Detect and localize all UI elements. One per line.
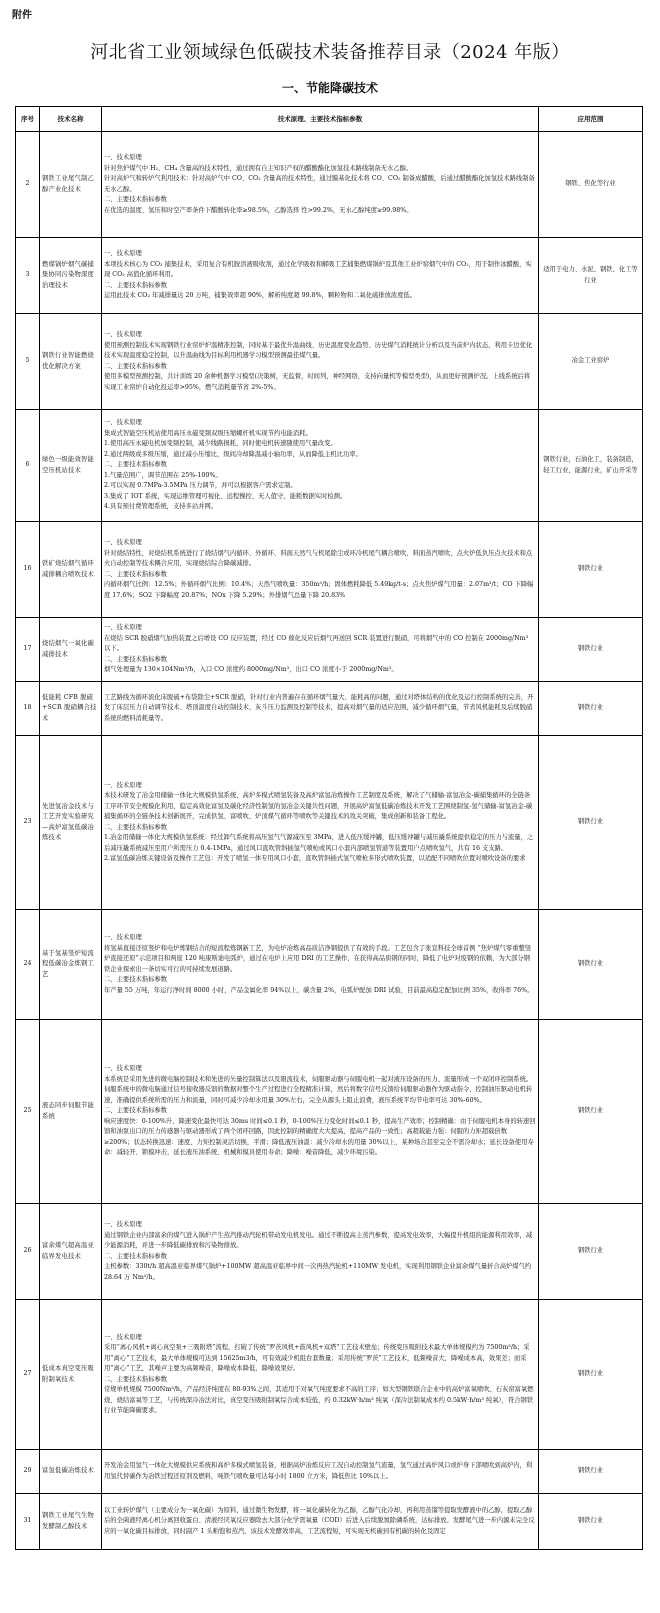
technology-name: 钢铁行业智能燃烧优化解决方案 <box>40 314 102 410</box>
table-row <box>16 1020 643 1204</box>
description-line: 开发冶金用氢气一体化大规模供应系统和高炉多模式喷氢装备，根据高炉冶炼反应工况自动控制氢气流量，氢气通过高炉风口或炉身下部喷吹到高炉内，利用氢代替碳作为冶铁过程还原剂及燃料，吨铁气喷吹量可达每小时 1800 立方米，降低焦比 10%以上。 <box>104 1462 533 1480</box>
technology-description <box>102 682 539 736</box>
description-line: 响应速度快：0-100%升、降速变化最快可达 30ms 时间≤0.1 秒，0-100%压力变化时间≤0.1 秒，提高生产效率；控制精确：由于伺服电机本身的转速回馈和油泵出口的压力传感器与驱动器形成了两个闭环回路，因此控制的精确度大大提高，提高产品的一致性；高超载能力强：伺服的力矩超载倍数≥200%；状态转换迅速：速度、力矩控制灵活切换，平滑；降低液压油温：减少冷却水的用量 30%以上，某种场合甚至完全不需冷却水；延长设备使用寿命：减轻开、锁模冲击，延长液压油系统、机械和模具使用寿命；降噪：噪音降低，减少环境污染。 <box>104 1117 536 1157</box>
application-scope: 钢铁行业，石油化工，装备制造，轻工行业，能源行业，矿山开采等 <box>539 410 643 522</box>
application-scope: 钢铁行业 <box>539 1020 643 1204</box>
description-line: 工艺路线为循环流化床脱硫+布袋除尘+SCR 脱硝，针对行业内普遍存在循环烟气量大、能耗高的问题，通过对塔体结构的优化及运行控制系统的完善，开发了床层压力自动调节技术、塔顶温度自动控制技术、灰斗压力监测及控制等技术，提高对烟气量的适应范围，减少循环烟气量，节省风机能耗及后续脱硝系统的燃料消耗量等。 <box>104 693 534 722</box>
description-line: 一、技术原理 <box>104 624 142 632</box>
description-line: 一、技术原理 <box>104 1221 142 1228</box>
description-line: 1.气量范围广，调节范围在 25%-100%。 <box>104 471 222 479</box>
description-line: 针对高炉气和转炉气利用技术：针对高炉气中 CO、CO₂ 含量高的技术特性，通过膜基化技术将 CO、CO₂ 制备成醋酸，后通过醋酸酯化加氢技术路线制备无水乙醇。 <box>104 175 535 193</box>
technology-description <box>102 238 539 314</box>
application-scope: 适用于电力、水泥、钢铁、化工等行业 <box>539 238 643 314</box>
description-line: 3.集成了 IOT 系统，实现运维管理可视化、远程操控、无人值守，能耗数据实时检测。 <box>104 492 347 500</box>
attachment-label: 附件 <box>12 10 32 21</box>
technology-name: 燃煤锅炉烟气碳捕集协同污染物深度治理技术 <box>40 238 102 314</box>
technology-description <box>102 1300 539 1450</box>
header-name: 技术名称 <box>40 107 102 132</box>
description-line: 使用预测控制技术实现钢铁行业窑炉炉温精准控制，同时基于最优升温曲线、历史温度变化趋势、历史煤气消耗统计分析以及当前炉内状态，利用卡边优化技术实现温度稳定控制，以升温曲线为目标利用机器学习模型预测最佳煤气量。 <box>104 341 533 359</box>
description-line: 本项技术核心为 CO₂ 捕集技术，采用复合有机胺溶液吸收剂，通过化学吸收和解吸工艺捕集燃煤锅炉及其他工业炉窑烟气中的 CO₂，用于制作冰醋酸，实现 CO₂ 高值化循环利用。 <box>104 260 532 279</box>
table-row <box>16 1300 643 1450</box>
technology-description <box>102 132 539 238</box>
description-line: 一、技术原理 <box>104 250 142 258</box>
table-row <box>16 522 643 618</box>
table-row <box>16 910 643 1020</box>
description-line: 内循环烟气比例：12.5%；外循环烟气比例：10.4%；天然气喷吹量：350m³/h；固体燃耗降低 5.49kg/t-s；点火焦炉煤气用量：2.07m³/t；CO 下降幅度 17.6%；SO2 下降幅度 20.87%；NOx 下降 5.29%；外排烟气总量下降 20.83% <box>104 581 534 599</box>
technology-name: 富余煤气超高温亚临界发电技术 <box>40 1204 102 1300</box>
row-number: 31 <box>16 1494 40 1550</box>
technology-description <box>102 1450 539 1494</box>
description-line: 二、主要技术指标参数 <box>104 461 167 469</box>
description-line: 2.富氢低碳冶炼关键设备及操作工艺包：开发了喷氢一体专用风口小套，直吹管斜插式氢气喷枪多形式喷吹装置，以适配不同喷吹位置对喷吹设备的要求 <box>104 855 526 862</box>
description-line: 针对焦炉煤气中 H₂、CH₄ 含量高的技术特性，通过拥有自主知识产权的醋酸酯化加氢技术路线制备无水乙醇。 <box>104 164 413 172</box>
table-row <box>16 1450 643 1494</box>
application-scope: 钢铁行业 <box>539 522 643 618</box>
row-number: 3 <box>16 238 40 314</box>
description-line: 一、技术原理 <box>104 419 142 427</box>
description-line: 二、主要技术指标参数 <box>104 362 167 370</box>
description-line: 运用此技术 CO₂ 年减排量达 20 万吨，捕集效率超 90%，解析纯度超 99.8%，颗粒物和二氧化硫排放浓度低。 <box>104 292 417 300</box>
technology-name: 基于氢基竖炉短流程低碳冶金炼钢工艺 <box>40 910 102 1020</box>
row-number: 27 <box>16 1300 40 1450</box>
description-line: 2.可以实现 0.7MPa-3.5MPa 压力调节，并可以根据客户需求定制。 <box>104 482 297 490</box>
description-line: 二、主要技术指标参数 <box>104 823 167 831</box>
description-line: 一、技术原理 <box>104 154 142 161</box>
description-line: 将氢基直接还原竖炉和电炉炼钢结合的短流程炼钢新工艺，为电炉冶炼高品质洁净钢提供了有效的手段。工艺包含了张宣科技全球首例 “焦炉煤气零重整竖炉直接还原”示范项目和两座 120 吨康斯迪电弧炉，通过在电炉上应用 DRI 的工艺操作，在获得高品质钢的同时，降低了电炉对废钢的依赖，为大部分钢铁企业探索出一条切实可行的可持续发展道路。 <box>104 944 532 973</box>
catalog-table <box>15 106 643 1550</box>
technology-description <box>102 314 539 410</box>
description-line: 采用“离心风机+离心真空泵+三吸附塔”流程，打破了传统“罗茨风机+鼓风机+双塔”工艺技术壁垒；传统变压吸附技术最大单体规模约为 7500m³/h；采用“离心”工艺技术，最大单体规模可达到 15625m3/h，可有效减少机组台套数量；采用传统“罗茨”工艺技术，低频噪音大，降噪成本高，效果差；而采用“离心”工艺，其噪声主要为高频噪音，降噪成本降低，降噪效果好。 <box>104 1344 530 1372</box>
description-line: 针对烧结特性，对烧结机系统进行了烧结烟气内循环、外循环、料面天然气与机尾除尘或环冷机尾气耦合喷吹、料面蒸汽喷吹、点火炉低负压点火技术和点火自动控制等技术耦合应用，实现烧结综合降碳减排。 <box>104 549 533 567</box>
description-line: 使用多模型预测控制，共计训练 20 余种机器学习模型(决策树，无监督，时间列，神经网络，支持向量机等模型类型)，从而更好预测炉况。上线系统后将实现工业窑炉自动化投运率>95%，燃气消耗量节省 2%-5%。 <box>104 373 531 391</box>
section-heading: 一、节能降碳技术 <box>281 81 378 95</box>
description-line: 本系统是采用先进的微电脑控制技术和先进的矢量控制算法以及限流技术，伺服驱动器与伺服电机一起对液压设备的压力、流量形成一个双闭环控制系统。伺服系统中的微电脑通过信号接收器反馈的数据对整个生产过程进行全程精准计算，然后将数字信号反馈给伺服驱动器作为驱动指令，控制油压驱动电机转速，准确提供系统所需的压力和流量，同时可减少冷却水用量 30%左右，完全从源头上阻止浪费，液压系统平均节电率可达 30%-60%。 <box>104 1075 533 1104</box>
technology-description <box>102 618 539 682</box>
row-number: 25 <box>16 1020 40 1204</box>
technology-name: 烧结烟气一氧化碳减排技术 <box>40 618 102 682</box>
technology-description <box>102 1204 539 1300</box>
header-scope: 应用范围 <box>539 107 643 132</box>
technology-name: 先进氢冶金技术与工艺开发实验研究—高炉富氢低碳冶炼技术 <box>40 736 102 910</box>
table-row <box>16 132 643 238</box>
application-scope: 钢铁行业 <box>539 910 643 1020</box>
technology-name: 液态同步伺服节能系统 <box>40 1020 102 1204</box>
description-line: 二、主要技术指标参数 <box>104 1107 167 1115</box>
description-line: 一、技术原理 <box>104 781 142 789</box>
technology-description <box>102 1020 539 1204</box>
technology-description <box>102 522 539 618</box>
technology-description <box>102 910 539 1020</box>
description-line: 4.具有预付费管理系统，支持多站并网。 <box>104 503 218 511</box>
row-number: 2 <box>16 132 40 238</box>
table-row <box>16 1494 643 1550</box>
description-line: 通过钢铁企业内部富余的煤气进入锅炉产生蒸汽推动汽轮机带动发电机发电。通过不断提高主蒸汽参数，提高发电效率，大幅提升机组的能源利用效率，减少能源消耗，并进一步降低碳排放和污染物排放。 <box>104 1231 533 1249</box>
application-scope: 钢铁行业 <box>539 736 643 910</box>
row-number: 24 <box>16 910 40 1020</box>
application-scope: 钢铁行业 <box>539 1494 643 1550</box>
table-body <box>16 132 643 1550</box>
technology-name: 低成本真空变压吸附制氧技术 <box>40 1300 102 1450</box>
table-row <box>16 736 643 910</box>
table-row <box>16 314 643 410</box>
table-row <box>16 618 643 682</box>
row-number: 17 <box>16 618 40 682</box>
header-desc: 技术原理、主要技术指标参数 <box>102 107 539 132</box>
description-line: 在烧结 SCR 脱硝烟气加热装置之后增设 CO 反应装置，经过 CO 催化反应后烟气再送回 SCR 装置进行脱硝，可将烟气中的 CO 控制在 2000mg/Nm³ 以下。 <box>104 634 529 653</box>
description-line: 一、技术原理 <box>104 331 142 338</box>
technology-name: 钢铁工业尾气生物发酵制乙醇技术 <box>40 1494 102 1550</box>
description-line: 一、技术原理 <box>104 539 142 546</box>
application-scope: 钢铁行业 <box>539 1450 643 1494</box>
row-number: 18 <box>16 682 40 736</box>
technology-description <box>102 410 539 522</box>
description-line: 一、技术原理 <box>104 934 142 941</box>
description-line: 主机参数：330t/h 超高温亚临界煤气锅炉+100MW 超高温亚临界中间一次再热汽轮机+110MW 发电机，实现利用钢铁企业富余煤气量折合高炉煤气约 28.64 万 Nm³/h。 <box>104 1263 532 1281</box>
description-line: 二、主要技术指标参数 <box>104 281 167 289</box>
description-line: 烟气处理量为 130×104Nm³/h，入口 CO 浓度约 8000mg/Nm³，出口 CO 浓度小于 2000mg/Nm³。 <box>104 666 398 674</box>
table-row <box>16 1204 643 1300</box>
description-line: 二、主要技术指标参数 <box>104 1252 167 1260</box>
description-line: 2.通过两级或多级压缩，通过减小压缩比，级间冷却降温减小轴功率，从而降低主机比功率。 <box>104 450 362 458</box>
technology-name: 钢铁工业尾气制乙醇产业化技术 <box>40 132 102 238</box>
technology-name: 铁矿烧结烟气循环减排耦合喷吹技术 <box>40 522 102 618</box>
row-number: 26 <box>16 1204 40 1300</box>
description-line: 二、主要技术指标参数 <box>104 655 167 663</box>
table-row <box>16 410 643 522</box>
row-number: 23 <box>16 736 40 910</box>
technology-description <box>102 736 539 910</box>
description-line: 一、技术原理 <box>104 1333 142 1341</box>
description-line: 一、技术原理 <box>104 1065 142 1073</box>
description-line: 年产量 55 万吨，年运行净时间 8000 小时，产品金属化率 94%以上，碳含量 2%，电弧炉配加 DRI 试验，目前最高稳定配加比例 35%，收得率 76%。 <box>104 986 534 994</box>
description-line: 1.冶金用储输一体化大规模供氢系统：经过卸气系统将高压氢气气源减压至 3MPa，进入低压缓冲罐，低压缓冲罐与减压撬系统提供稳定的压力与流量，之后减压撬系统减压至用户所需压力 0.4-1MPa，通过风口直吹管斜插氢气喷枪或风口小套内部喷氢管道等装置用户点喷吹氢气，共有 16 支支路。 <box>104 834 534 852</box>
technology-name: 富氢低碳冶炼技术 <box>40 1450 102 1494</box>
row-number: 16 <box>16 522 40 618</box>
table-row <box>16 682 643 736</box>
application-scope: 钢铁行业 <box>539 682 643 736</box>
description-line: 1.使用高压永磁电机加变频控制，减少线路损耗，同时使电机转速随使用气量改变。 <box>104 440 337 448</box>
table-header <box>16 107 643 132</box>
header-no: 序号 <box>16 107 40 132</box>
technology-description <box>102 1494 539 1550</box>
row-number: 5 <box>16 314 40 410</box>
description-line: 常规单机规模 7500Nm³/h，产品经济纯度在 80-93%之间，其适用于对氧气纯度要求不高的工序；如大型钢铁联合企业中的高炉富氧喷吹、石灰窑富氧燃烧、烧结富氧等工艺，与传统深冷冶法对比，真空变压吸附制氧综合成本较低，约 0.32kW·h/m³ 纯氧（深冷法制氧成本约 0.5kW·h/m³ 纯氧），符合钢铁行业节能降碳要求。 <box>104 1386 534 1414</box>
description-line: 在优选的温度、氢压和时空产率条件下醋酸转化率≥98.5%，乙醇选择 性>99.2%，无水乙醇纯度≥99.98%。 <box>104 206 413 214</box>
description-line: 二、主要技术指标参数 <box>104 1375 167 1383</box>
header-row <box>16 107 643 132</box>
description-line: 二、主要技术指标参数 <box>104 570 167 578</box>
row-number: 29 <box>16 1450 40 1494</box>
description-line: 以工业转炉煤气（主要成分为一氧化碳）为原料，通过微生物发酵，将一氧化碳转化为乙醇，乙醇气化冷却，再利用蒸馏等提取发酵液中的乙醇，提取乙醇后的全菌液经离心机分离回收蛋白、清液经厌氧反应器除去大部分化学需氧量（COD）后进入后续脱氮除磷系统，达标排放。发酵尾气进一步内源未完全反应的一氧化碳目标排放，同时副产 1 头粕饱和蒸汽，该技术发酵效率高，工艺流程短，可实现无机碳到有机碳的转化及固定 <box>104 1506 535 1535</box>
description-line: 二、主要技术指标参数 <box>104 196 167 203</box>
document-title: 河北省工业领域绿色低碳技术装备推荐目录（2024 年版） <box>90 42 570 63</box>
application-scope: 钢铁行业 <box>539 1204 643 1300</box>
application-scope: 钢铁行业 <box>539 1300 643 1450</box>
row-number: 6 <box>16 410 40 522</box>
table-row <box>16 238 643 314</box>
description-line: 集成式智能空压机站使用高压永磁变频双级压缩螺杆机实现节约电能消耗。 <box>104 429 312 437</box>
application-scope: 钢铁、焦化等行业 <box>539 132 643 238</box>
technology-name: 低能耗 CFB 脱硫+SCR 脱硝耦合技术 <box>40 682 102 736</box>
application-scope: 冶金工业窑炉 <box>539 314 643 410</box>
description-line: 二、主要技术指标参数 <box>104 976 167 983</box>
application-scope: 钢铁行业 <box>539 618 643 682</box>
description-line: 本技术研发了冶金用储输一体化大规模供氢系统、高炉多模式喷氢装备及高炉富氢冶炼操作工艺制度及系统，解决了气储输-富氢冶金-碳捕集循环的全链条工序环节安全规模化利用、稳定高效化富氢及碳化经济性制氢的氢冶金关键共性问题，开展高炉富氢低碳冶炼技术开发工艺围绕制氢-氢气储输-富氢冶金-碳捕集循环的全链条技术创新展开，完成供氢、富喷吹、炉顶煤气循环等喷吹等关键技术的攻关突破，集成创新和装备工程化。 <box>104 792 533 820</box>
technology-name: 绿色一级能效智能空压机站技术 <box>40 410 102 522</box>
